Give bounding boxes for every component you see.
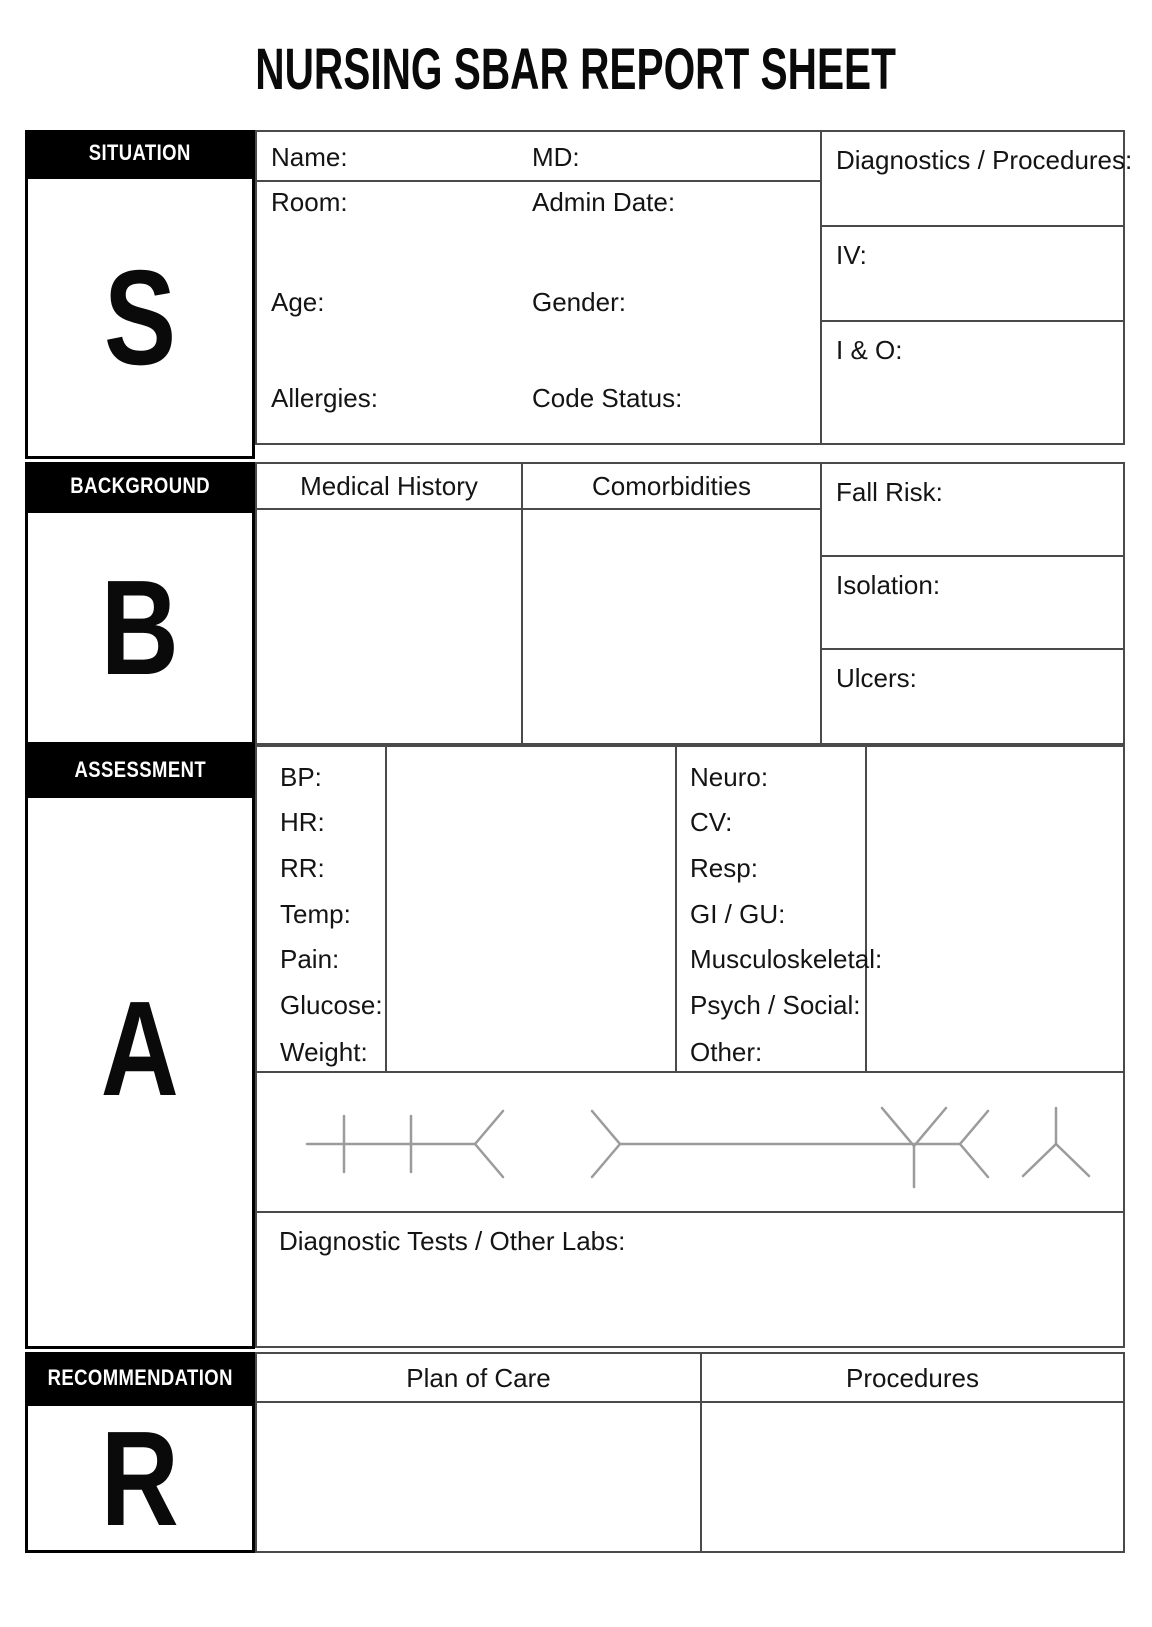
gi-gu-label: GI / GU:: [690, 899, 786, 929]
psych-social-label: Psych / Social:: [690, 990, 861, 1020]
plan-of-care-content-cell: [255, 1401, 702, 1553]
page-title: NURSING SBAR REPORT SHEET: [255, 37, 897, 102]
medical-history-header-cell: [255, 462, 523, 510]
neuro-label: Neuro:: [690, 762, 769, 792]
inverted-y-diagram-icon: [1023, 1108, 1089, 1176]
cv-label: CV:: [690, 807, 733, 837]
diagnostic-tests-box: [255, 1211, 1125, 1348]
admin-date-field-label: Admin Date:: [532, 187, 676, 217]
plan-of-care-label: Plan of Care: [406, 1362, 551, 1393]
room-field-label: Room:: [271, 187, 348, 217]
comorbidities-label: Comorbidities: [592, 471, 751, 501]
fall-risk-label: Fall Risk:: [836, 477, 943, 507]
isolation-box: [820, 555, 1125, 650]
plan-of-care-header-cell: [255, 1352, 702, 1403]
intake-output-label: I & O:: [836, 335, 903, 365]
situation-section-header: SITUATION: [25, 130, 255, 176]
ulcers-box: [820, 648, 1125, 745]
temp-label: Temp:: [280, 899, 351, 929]
name-field-label: Name:: [271, 142, 348, 172]
medical-history-label: Medical History: [300, 471, 478, 501]
assessment-letter: A: [101, 972, 179, 1124]
iv-box: [820, 225, 1125, 322]
intake-output-box: [820, 320, 1125, 445]
cbc-fishbone-icon: [307, 1111, 503, 1177]
lab-fishbone-diagrams: [257, 1073, 1123, 1211]
background-section-header: BACKGROUND: [25, 462, 255, 510]
musculoskeletal-label: Musculoskeletal:: [690, 944, 883, 974]
lab-fishbone-diagram-box: [255, 1071, 1125, 1213]
situation-letter: S: [103, 242, 177, 393]
code-status-field-label: Code Status:: [532, 383, 683, 413]
vitals-values-divider: [385, 747, 387, 1071]
assessment-section-header: ASSESSMENT: [25, 745, 255, 795]
diagnostic-tests-label: Diagnostic Tests / Other Labs:: [279, 1226, 626, 1256]
pain-label: Pain:: [280, 944, 340, 974]
situation-letter-box: [25, 176, 255, 459]
ulcers-label: Ulcers:: [836, 663, 917, 693]
weight-label: Weight:: [280, 1037, 368, 1067]
isolation-label: Isolation:: [836, 570, 941, 600]
y-diagram-icon: [882, 1108, 946, 1187]
hr-label: HR:: [280, 807, 325, 837]
systems-column-divider: [675, 747, 677, 1071]
diagnostics-procedures-label: Diagnostics / Procedures:: [836, 145, 1133, 175]
comorbidities-header-cell: [521, 462, 822, 510]
glucose-label: Glucose:: [280, 990, 383, 1020]
background-letter-box: [25, 510, 255, 745]
situation-patient-info-cell: [255, 130, 822, 445]
recommendation-letter-box: [25, 1403, 255, 1553]
md-field-label: MD:: [532, 142, 580, 172]
gender-field-label: Gender:: [532, 287, 626, 317]
background-letter: B: [101, 552, 179, 703]
procedures-content-cell: [700, 1401, 1125, 1553]
bmp-fishbone-icon: [592, 1111, 988, 1177]
procedures-header-cell: [700, 1352, 1125, 1403]
procedures-label: Procedures: [846, 1362, 979, 1393]
allergies-field-label: Allergies:: [271, 383, 378, 413]
background-column-divider: [521, 510, 523, 743]
recommendation-letter: R: [101, 1402, 179, 1554]
iv-label: IV:: [836, 240, 867, 270]
recommendation-section-header: RECOMMENDATION: [25, 1352, 255, 1403]
fall-risk-box: [820, 462, 1125, 557]
background-content-cell: [255, 508, 822, 745]
age-field-label: Age:: [271, 287, 325, 317]
systems-values-divider: [865, 747, 867, 1071]
bp-label: BP:: [280, 762, 322, 792]
assessment-vitals-grid: [255, 745, 1125, 1073]
diagnostics-procedures-box: [820, 130, 1133, 227]
assessment-letter-box: [25, 795, 255, 1349]
rr-label: RR:: [280, 853, 325, 883]
situation-name-md-row: [257, 132, 820, 182]
other-label: Other:: [690, 1037, 763, 1067]
resp-label: Resp:: [690, 853, 758, 883]
